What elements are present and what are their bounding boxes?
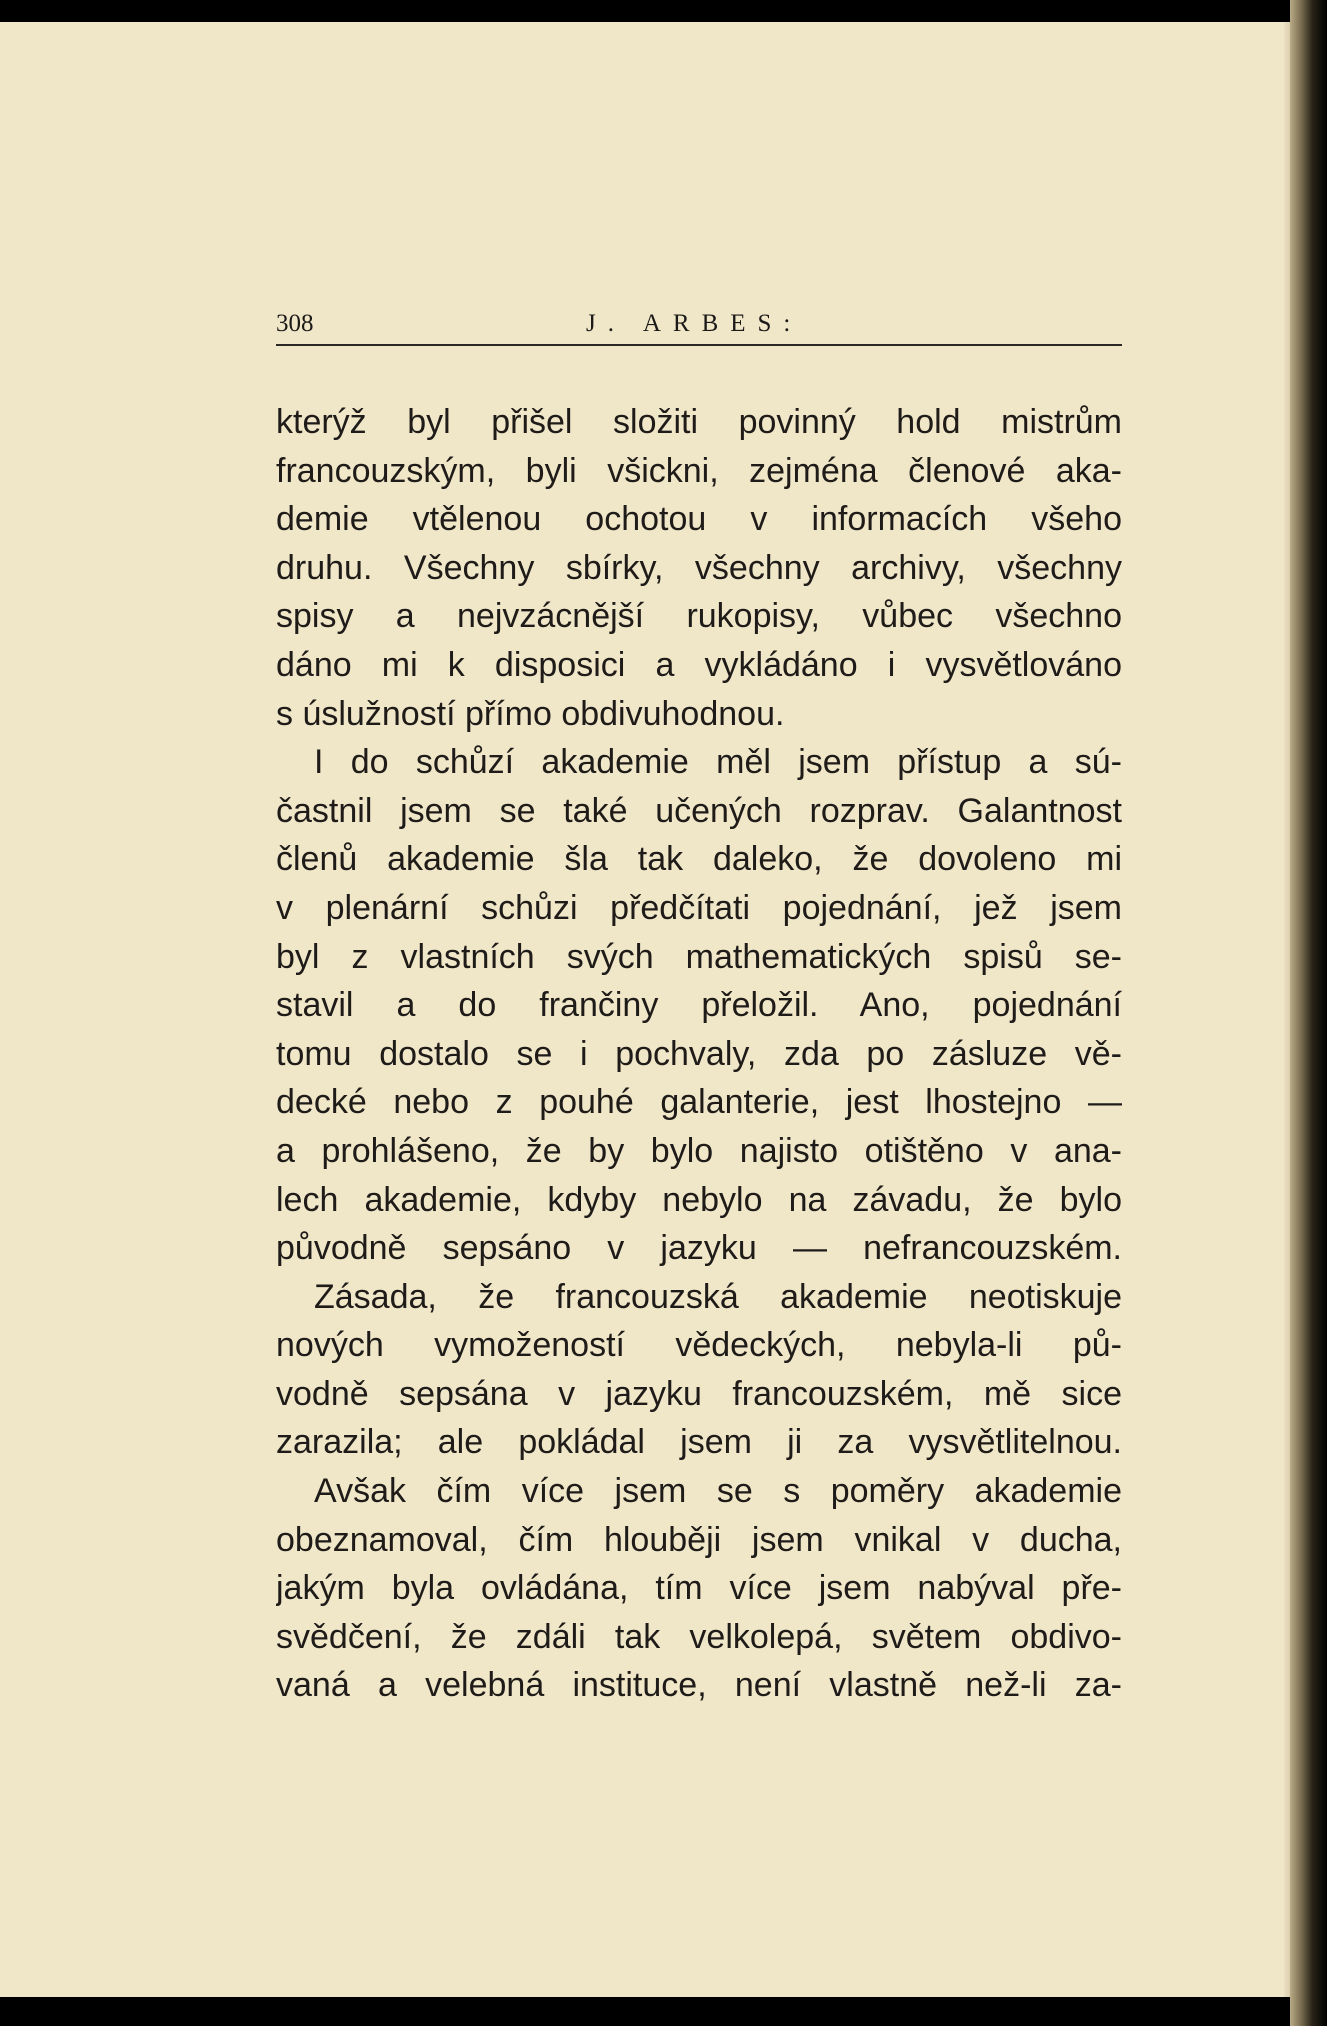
text-line: členů akademie šla tak daleko, že dovoleno mi bbox=[276, 840, 1122, 879]
text-line: druhu. Všechny sbírky, všechny archivy, všechny bbox=[276, 548, 1122, 587]
text-line: zarazila; ale pokládal jsem ji za vysvětlitelnou. bbox=[276, 1423, 1122, 1462]
paragraph-1 bbox=[276, 398, 1122, 738]
book-spine-shadow bbox=[1290, 0, 1327, 2026]
text-line: nových vymožeností vědeckých, nebyla-li pů- bbox=[276, 1326, 1122, 1365]
text-line: vaná a velebná instituce, není vlastně než-li za- bbox=[276, 1666, 1122, 1705]
text-line: častnil jsem se také učených rozprav. Galantnost bbox=[276, 791, 1122, 830]
paragraph-3 bbox=[276, 1273, 1122, 1467]
paragraph-4 bbox=[276, 1467, 1122, 1710]
body-text bbox=[276, 398, 1122, 1710]
text-line: demie vtělenou ochotou v informacích všeho bbox=[276, 500, 1122, 539]
text-line: v plenární schůzi předčítati pojednání, jež jsem bbox=[276, 888, 1122, 927]
text-line: dáno mi k disposici a vykládáno i vysvětlováno bbox=[276, 645, 1122, 684]
text-line: decké nebo z pouhé galanterie, jest lhostejno — bbox=[276, 1083, 1122, 1122]
text-line: stavil a do frančiny přeložil. Ano, pojednání bbox=[276, 986, 1122, 1025]
text-line: jakým byla ovládána, tím více jsem nabýval pře- bbox=[276, 1569, 1122, 1608]
header-rule bbox=[276, 344, 1122, 346]
paragraph-2 bbox=[276, 738, 1122, 1273]
text-line: spisy a nejvzácnější rukopisy, vůbec všechno bbox=[276, 597, 1122, 636]
text-line: Zásada, že francouzská akademie neotiskuje bbox=[314, 1277, 1122, 1316]
text-line: tomu dostalo se i pochvaly, zda po zásluze vě- bbox=[276, 1034, 1122, 1073]
text-line: a prohlášeno, že by bylo najisto otištěno v ana- bbox=[276, 1131, 1122, 1170]
text-line: byl z vlastních svých mathematických spisů se- bbox=[276, 937, 1122, 976]
text-line: obeznamoval, čím hlouběji jsem vnikal v ducha, bbox=[276, 1520, 1122, 1559]
page-number: 308 bbox=[276, 310, 314, 337]
text-line: lech akademie, kdyby nebylo na závadu, že bylo bbox=[276, 1180, 1122, 1219]
text-line: původně sepsáno v jazyku — nefrancouzském. bbox=[276, 1229, 1122, 1268]
running-head-title: J. ARBES: bbox=[586, 310, 803, 337]
text-line: s úslužností přímo obdivuhodnou. bbox=[276, 694, 785, 733]
text-line: francouzským, byli všickni, zejména členové aka- bbox=[276, 451, 1122, 490]
text-line: vodně sepsána v jazyku francouzském, mě sice bbox=[276, 1374, 1122, 1413]
text-line: I do schůzí akademie měl jsem přístup a sú- bbox=[314, 743, 1122, 782]
text-line: Avšak čím více jsem se s poměry akademie bbox=[314, 1472, 1122, 1511]
text-line: svědčení, že zdáli tak velkolepá, světem obdivo- bbox=[276, 1617, 1122, 1656]
running-head bbox=[276, 304, 1122, 346]
text-line: kterýž byl přišel složiti povinný hold mistrům bbox=[276, 403, 1122, 441]
